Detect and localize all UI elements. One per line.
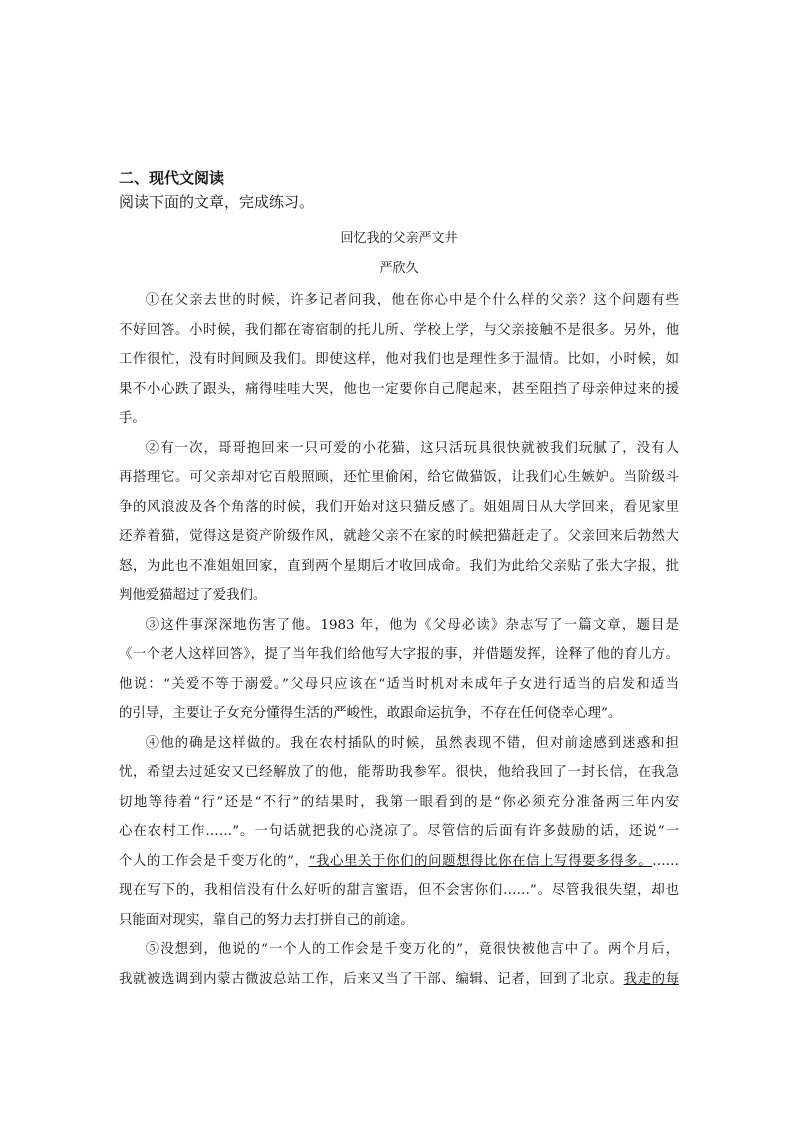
text-line: 再搭理它。可父亲却对它百般照顾，还忙里偷闲，给它做猫饭，让我们心生嫉妒。当阶级斗 (119, 470, 679, 485)
text-line-underlined: 个人的工作会是千变万化的”，“我心里关于你们的问题想得比你在信上写得要多得多。…… (119, 853, 679, 869)
text-line: 还养着猫，觉得这是资产阶级作风，就趁父亲不在家的时候把猫赶走了。父亲回来后勃然大 (119, 529, 679, 544)
paragraph-5 (119, 935, 679, 994)
instruction-text: 阅读下面的文章，完成练习。 (119, 193, 315, 211)
text-line: ③这件事深深地伤害了他。1983 年，他为《父母必读》杂志写了一篇文章，题目是 (145, 617, 679, 633)
article-author: 严欣久 (379, 261, 419, 276)
text-line: 争的风浪波及各个角落的时候，我们开始对这只猫反感了。姐姐周日从大学回来，看见家里 (119, 499, 679, 515)
text-line: ②有一次，哥哥抱回来一只可爱的小花猫，这只活玩具很快就被我们玩腻了，没有人 (145, 440, 679, 456)
text-line: ①在父亲去世的时候，许多记者问我，他在你心中是个什么样的父亲？这个问题有些 (145, 293, 679, 308)
text-line: 《一个老人这样回答》，提了当年我们给他写大字报的事，并借题发挥，诠释了他的育儿方。 (119, 647, 679, 662)
text-line: 现在写下的，我相信没有什么好听的甜言蜜语，但不会害你们……”。尽管我很失望，却也 (119, 883, 679, 898)
document-page (119, 0, 679, 1123)
text-line: ④他的确是这样做的。我在农村插队的时候，虽然表现不错，但对前途感到迷惑和担 (145, 735, 679, 751)
paragraph-4 (119, 729, 679, 936)
article-title: 回忆我的父亲严文井 (340, 231, 458, 246)
text-line: 切地等待着“行”还是“不行”的结果时，我第一眼看到的是“你必须充分准备两三年内安 (119, 794, 679, 810)
underlined-phrase: “我心里关于你们的问题想得比你在信上写得要多得多。 (308, 853, 653, 869)
text-line: 判他爱猫超过了爱我们。 (119, 588, 267, 603)
paragraph-3 (119, 611, 679, 729)
underlined-phrase: 我走的每 (623, 971, 679, 987)
text-line: 手。 (119, 411, 146, 426)
text-line: 心在农村工作……”。一句话就把我的心浇凉了。尽管信的后面有许多鼓励的话，还说“一 (119, 824, 679, 839)
text-line: 只能面对现实，靠自己的努力去打拼自己的前途。 (119, 912, 414, 928)
section-heading: 二、现代文阅读 (119, 169, 225, 187)
text-line: ⑤没想到，他说的“一个人的工作会是千变万化的”，竟很快被他言中了。两个月后， (145, 942, 679, 957)
text-line: 的引导，主要让子女充分懂得生活的严峻性，敢跟命运抗争，不存在任何侥幸心理”。 (119, 706, 622, 721)
paragraph-2 (119, 434, 679, 611)
text-line-underlined: 我就被选调到内蒙古微波总站工作，后来又当了干部、编辑、记者，回到了北京。我走的每 (119, 971, 679, 987)
paragraph-1 (119, 286, 679, 434)
text-line: 他说：“关爱不等于溺爱。”父母只应该在“适当时机对未成年子女进行适当的启发和适当 (119, 676, 679, 692)
text-line: 果不小心跌了跟头，痛得哇哇大哭，他也一定要你自己爬起来，甚至阻挡了母亲伸过来的援 (119, 381, 679, 397)
text-line: 工作很忙，没有时间顾及我们。即使这样，他对我们也是理性多于温情。比如，小时候，如 (119, 352, 679, 367)
text-line: 忧，希望去过延安又已经解放了的他，能帮助我参军。很快，他给我回了一封长信，在我急 (119, 765, 679, 780)
text-line: 不好回答。小时候，我们都在寄宿制的托儿所、学校上学，与父亲接触不是很多。另外，他 (119, 322, 679, 338)
article-body (119, 286, 679, 994)
text-line: 怒，为此也不准姐姐回家，直到两个星期后才收回成命。我们为此给父亲贴了张大字报，批 (119, 558, 679, 574)
